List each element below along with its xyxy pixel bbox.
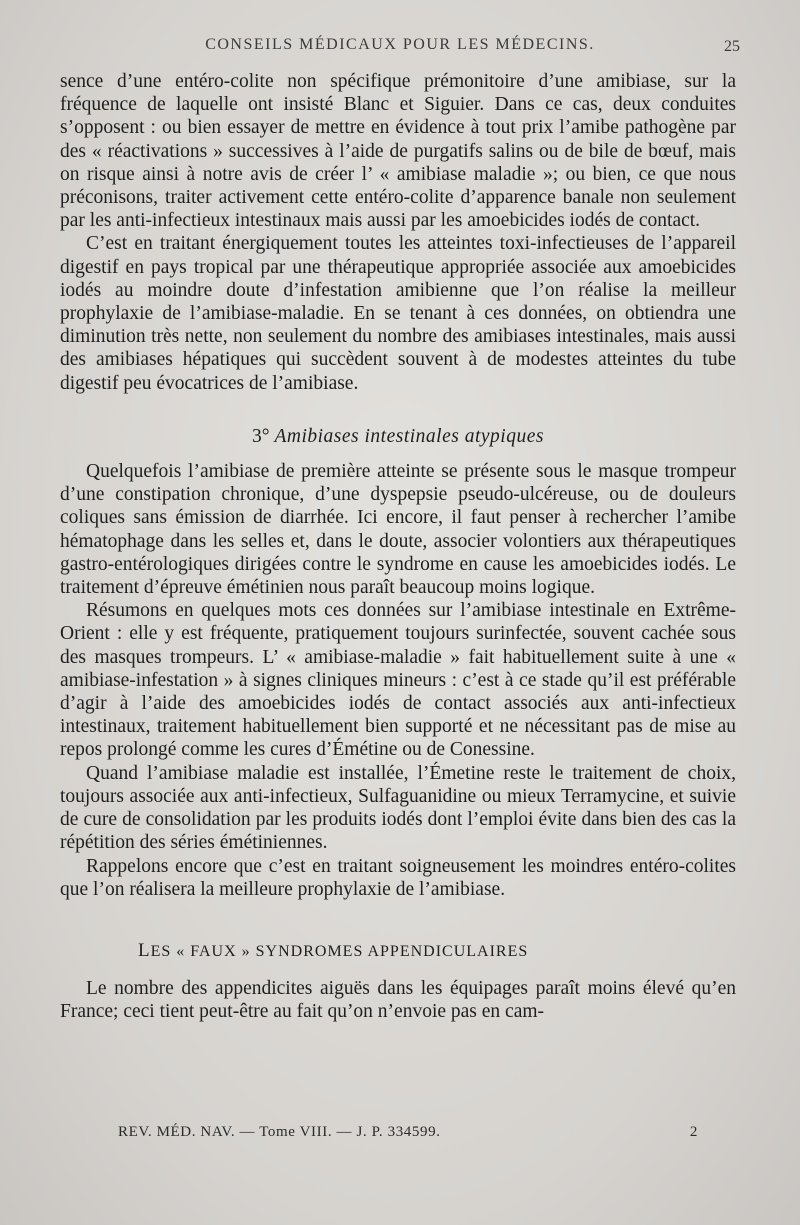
paragraph-6: Rappelons encore que c’est en traitant soigneusement les moindres entéro-colites que l’on réalisera la meilleure prophylaxie de l’amibiase. xyxy=(60,855,736,900)
signature-mark: 2 xyxy=(689,1124,698,1140)
footer-reference: REV. MÉD. NAV. — Tome VIII. — J. P. 334599. xyxy=(118,1124,441,1140)
heading-initial: L xyxy=(138,939,151,961)
section-heading-faux-syndromes xyxy=(138,939,736,963)
paragraph-5: Quand l’amibiase maladie est installée, l’Émetine reste le traitement de choix, toujours associée aux anti-infectieux, Sulfaguanidine ou mieux Terramycine, et suivie de cure de consolidation par les produits iodés dont l’emploi évite dans bien des cas la répétition des séries émétiniennes. xyxy=(60,762,736,854)
page-header xyxy=(60,34,740,58)
paragraph-4: Résumons en quelques mots ces données sur l’amibiase intestinale en Extrême-Orient : elle y est fréquente, pratiquement toujours surinfectée, souvent cachée sous des masques trompeurs. L’ « amibiase-maladie » fait habituellement suite à une « amibiase-infestation » à signes cliniques mineurs : c’est à ce stade qu’il est préférable d’agir à l’aide des amoebicides iodés de contact associés aux anti-infectieux intestinaux, traitement habituellement bien supporté et ne nécessitant pas de mise au repos prolongé comme les cures d’Émétine ou de Conessine. xyxy=(60,600,736,761)
page-footer xyxy=(118,1124,698,1144)
paragraph-3: Quelquefois l’amibiase de première atteinte se présente sous le masque trompeur d’une constipation chronique, d’une dyspepsie pseudo-ulcéreuse, ou de douleurs coliques sans émission de diarrhée. Ici encore, il faut penser à rechercher l’amibe hématophage dans les selles et, dans le doute, associer volontiers aux thérapeutiques gastro-entérologiques dirigées contre le syndrome en cause les amoebicides iodés. Le traitement d’épreuve émétinien nous paraît beaucoup moins logique. xyxy=(60,461,736,599)
paragraph-2: C’est en traitant énergiquement toutes les atteintes toxi-infectieuses de l’appareil digestif en pays tropical par une thérapeutique appropriée associée aux amoebicides iodés au moindre doute d’infestation amibienne que l’on réalise la meilleur prophylaxie de l’amibiase-maladie. En se tenant à ces données, on obtiendra une diminution très nette, non seulement du nombre des amibiases intestinales, mais aussi des amibiases hépatiques qui succèdent souvent à de modestes atteintes du tube digestif peu évocatrices de l’amibiase. xyxy=(60,233,736,394)
body-text xyxy=(60,70,736,1024)
section-number: 3° xyxy=(252,425,270,447)
section-heading-atypical xyxy=(60,425,736,448)
heading-small-caps: ES « FAUX » SYNDROMES APPENDICULAIRES xyxy=(150,942,529,960)
paragraph-1: sence d’une entéro-colite non spécifique prémonitoire d’une amibiase, sur la fréquence de laquelle ont insisté Blanc et Siguier. Dans ce cas, deux conduites s’opposent : ou bien essayer de mettre en évidence à tout prix l’amibe pathogène par des « réactivations » successives à l’aide de purgatifs salins ou de bile de bœuf, mais on risque ainsi à notre avis de créer l’ « amibiase maladie »; ou bien, ce que nous préconisons, traiter activement cette entéro-colite d’apparence banale non seulement par les anti-infectieux intestinaux mais aussi par les amoebicides iodés de contact. xyxy=(60,71,736,232)
running-head: CONSEILS MÉDICAUX POUR LES MÉDECINS. xyxy=(205,36,595,53)
paragraph-7: Le nombre des appendicites aiguës dans les équipages paraît moins élevé qu’en France; ceci tient peut-être au fait qu’on n’envoie pas en cam- xyxy=(60,978,736,1023)
section-title: Amibiases intestinales atypiques xyxy=(274,425,544,447)
page-number: 25 xyxy=(724,38,740,55)
